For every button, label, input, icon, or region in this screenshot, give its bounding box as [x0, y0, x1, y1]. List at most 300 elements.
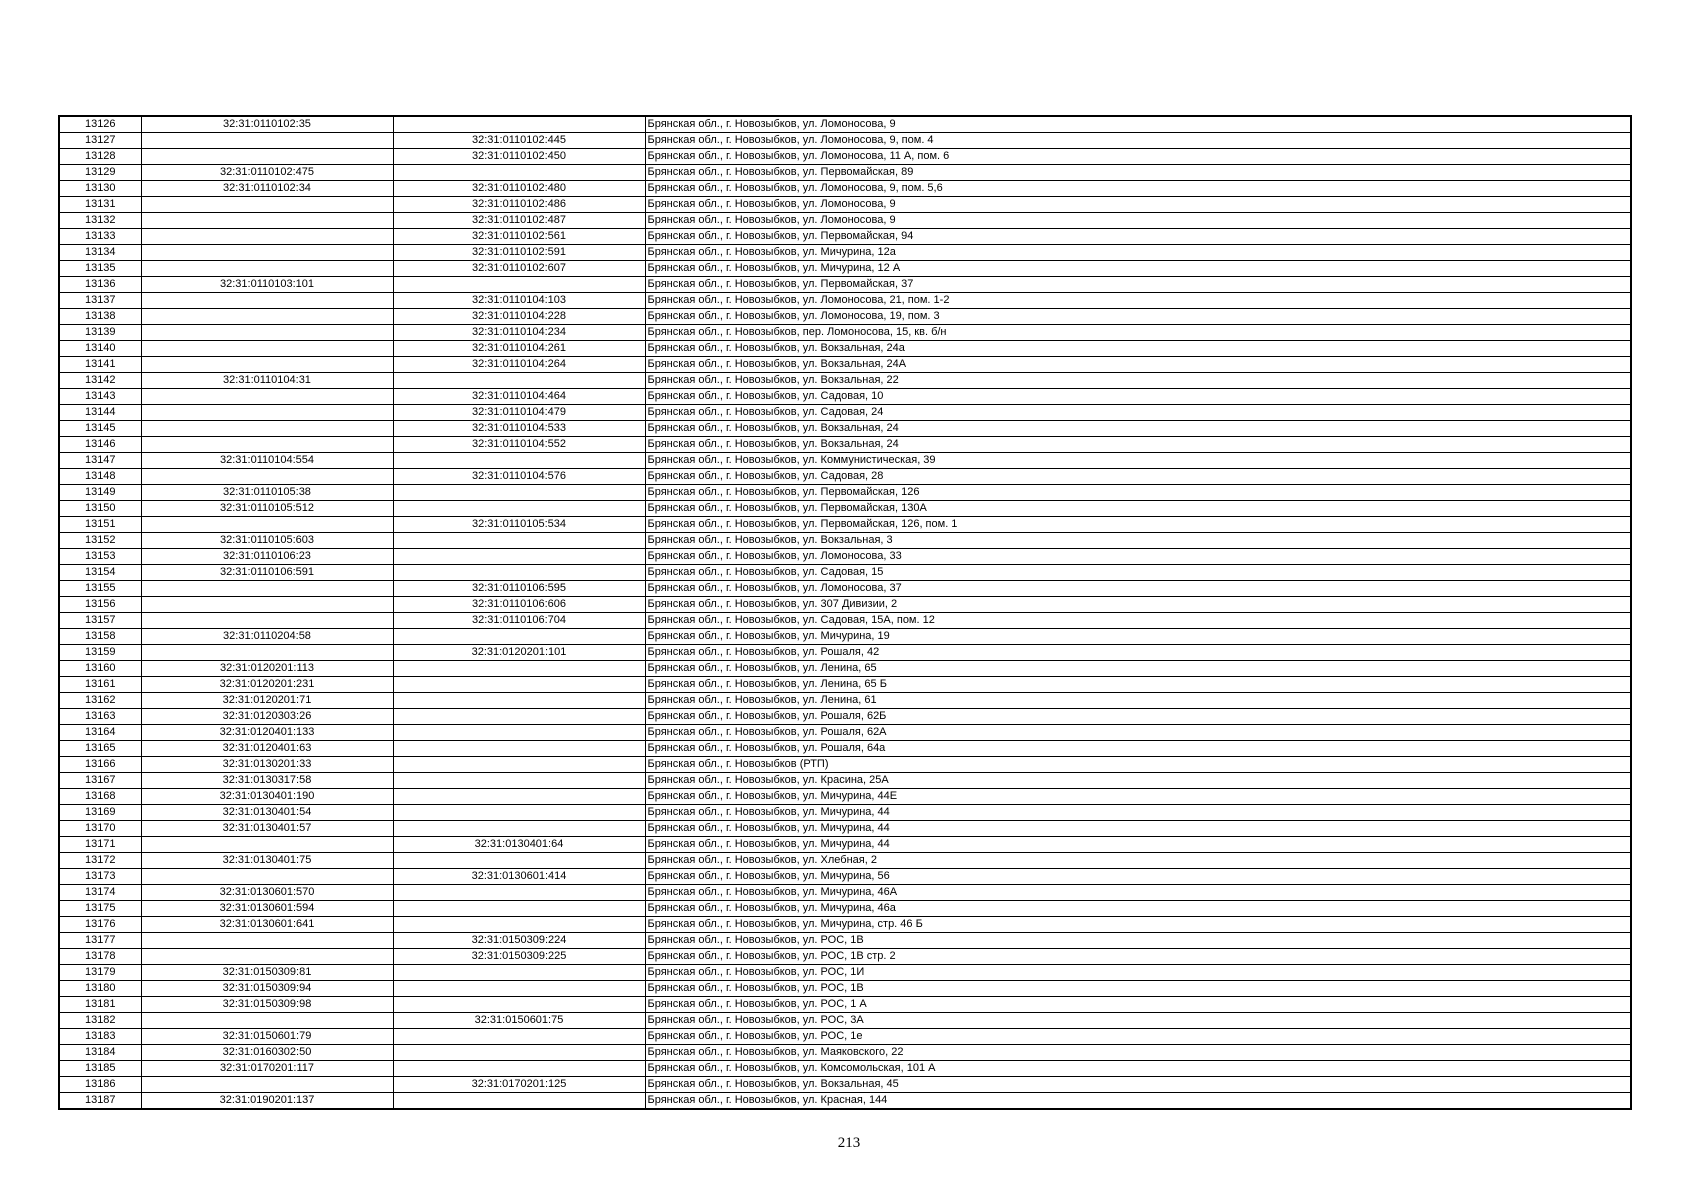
- table-row: [59, 917, 1631, 933]
- cadastral-number-cell: 32:31:0110103:101: [141, 277, 393, 293]
- row-number-cell: 13164: [59, 725, 141, 741]
- table-row: [59, 837, 1631, 853]
- address-cell: Брянская обл., г. Новозыбков, ул. Рошаля, 64а: [645, 741, 1631, 757]
- table-row: [59, 757, 1631, 773]
- address-cell: Брянская обл., г. Новозыбков, ул. Ломоносова, 9, пом. 4: [645, 133, 1631, 149]
- row-number-cell: 13137: [59, 293, 141, 309]
- table-row: [59, 469, 1631, 485]
- table-row: [59, 677, 1631, 693]
- cadastral-number-cell: [141, 933, 393, 949]
- row-number-cell: 13182: [59, 1013, 141, 1029]
- related-cadastral-number-cell: [393, 789, 645, 805]
- address-cell: Брянская обл., г. Новозыбков, ул. РОС, 1В: [645, 933, 1631, 949]
- address-cell: Брянская обл., г. Новозыбков, ул. Рошаля, 62Б: [645, 709, 1631, 725]
- address-cell: Брянская обл., г. Новозыбков, ул. Первомайская, 37: [645, 277, 1631, 293]
- row-number-cell: 13175: [59, 901, 141, 917]
- row-number-cell: 13184: [59, 1045, 141, 1061]
- address-cell: Брянская обл., г. Новозыбков, ул. РОС, 1В: [645, 981, 1631, 997]
- address-cell: Брянская обл., г. Новозыбков, ул. Мичурина, 19: [645, 629, 1631, 645]
- row-number-cell: 13172: [59, 853, 141, 869]
- related-cadastral-number-cell: [393, 917, 645, 933]
- cadastral-number-cell: [141, 325, 393, 341]
- cadastral-number-cell: [141, 405, 393, 421]
- cadastral-number-cell: 32:31:0120201:71: [141, 693, 393, 709]
- row-number-cell: 13180: [59, 981, 141, 997]
- cadastral-number-cell: 32:31:0110102:34: [141, 181, 393, 197]
- related-cadastral-number-cell: 32:31:0110102:445: [393, 133, 645, 149]
- row-number-cell: 13146: [59, 437, 141, 453]
- related-cadastral-number-cell: [393, 1045, 645, 1061]
- cadastral-number-cell: 32:31:0110105:603: [141, 533, 393, 549]
- related-cadastral-number-cell: [393, 277, 645, 293]
- table-row: [59, 116, 1631, 133]
- related-cadastral-number-cell: [393, 901, 645, 917]
- row-number-cell: 13181: [59, 997, 141, 1013]
- cadastral-number-cell: [141, 229, 393, 245]
- address-cell: Брянская обл., г. Новозыбков, ул. Ленина, 65: [645, 661, 1631, 677]
- row-number-cell: 13132: [59, 213, 141, 229]
- cadastral-number-cell: [141, 341, 393, 357]
- row-number-cell: 13136: [59, 277, 141, 293]
- related-cadastral-number-cell: 32:31:0110104:552: [393, 437, 645, 453]
- table-row: [59, 549, 1631, 565]
- row-number-cell: 13176: [59, 917, 141, 933]
- row-number-cell: 13178: [59, 949, 141, 965]
- table-row: [59, 1029, 1631, 1045]
- row-number-cell: 13133: [59, 229, 141, 245]
- cadastral-number-cell: 32:31:0120303:26: [141, 709, 393, 725]
- row-number-cell: 13187: [59, 1093, 141, 1110]
- cadastral-number-cell: 32:31:0130317:58: [141, 773, 393, 789]
- related-cadastral-number-cell: 32:31:0120201:101: [393, 645, 645, 661]
- address-cell: Брянская обл., г. Новозыбков, ул. Вокзальная, 24: [645, 421, 1631, 437]
- cadastral-number-cell: [141, 949, 393, 965]
- address-cell: Брянская обл., г. Новозыбков (РТП): [645, 757, 1631, 773]
- row-number-cell: 13134: [59, 245, 141, 261]
- cadastral-number-cell: 32:31:0130401:75: [141, 853, 393, 869]
- row-number-cell: 13153: [59, 549, 141, 565]
- table-row: [59, 213, 1631, 229]
- related-cadastral-number-cell: [393, 629, 645, 645]
- row-number-cell: 13183: [59, 1029, 141, 1045]
- cadastral-number-cell: [141, 245, 393, 261]
- table-row: [59, 229, 1631, 245]
- related-cadastral-number-cell: [393, 725, 645, 741]
- cadastral-number-cell: 32:31:0130601:570: [141, 885, 393, 901]
- row-number-cell: 13167: [59, 773, 141, 789]
- row-number-cell: 13163: [59, 709, 141, 725]
- address-cell: Брянская обл., г. Новозыбков, ул. Садовая, 28: [645, 469, 1631, 485]
- related-cadastral-number-cell: [393, 1029, 645, 1045]
- related-cadastral-number-cell: [393, 677, 645, 693]
- address-cell: Брянская обл., г. Новозыбков, ул. Мичурина, 44: [645, 821, 1631, 837]
- row-number-cell: 13177: [59, 933, 141, 949]
- address-cell: Брянская обл., г. Новозыбков, ул. Ломоносова, 37: [645, 581, 1631, 597]
- cadastral-number-cell: 32:31:0130601:594: [141, 901, 393, 917]
- table-row: [59, 645, 1631, 661]
- row-number-cell: 13155: [59, 581, 141, 597]
- cadastral-number-cell: [141, 309, 393, 325]
- table-row: [59, 853, 1631, 869]
- related-cadastral-number-cell: 32:31:0110105:534: [393, 517, 645, 533]
- table-row: [59, 597, 1631, 613]
- cadastral-number-cell: 32:31:0110102:35: [141, 116, 393, 133]
- cadastral-number-cell: 32:31:0150309:98: [141, 997, 393, 1013]
- cadastral-number-cell: [141, 357, 393, 373]
- address-cell: Брянская обл., г. Новозыбков, ул. Вокзальная, 24А: [645, 357, 1631, 373]
- related-cadastral-number-cell: [393, 709, 645, 725]
- related-cadastral-number-cell: 32:31:0130601:414: [393, 869, 645, 885]
- address-cell: Брянская обл., г. Новозыбков, ул. Первомайская, 126: [645, 485, 1631, 501]
- related-cadastral-number-cell: [393, 116, 645, 133]
- row-number-cell: 13129: [59, 165, 141, 181]
- related-cadastral-number-cell: [393, 533, 645, 549]
- related-cadastral-number-cell: 32:31:0110104:464: [393, 389, 645, 405]
- cadastral-number-cell: 32:31:0110106:591: [141, 565, 393, 581]
- address-cell: Брянская обл., г. Новозыбков, ул. Мичурина, 12а: [645, 245, 1631, 261]
- related-cadastral-number-cell: [393, 549, 645, 565]
- related-cadastral-number-cell: [393, 853, 645, 869]
- table-row: [59, 245, 1631, 261]
- table-row: [59, 725, 1631, 741]
- related-cadastral-number-cell: 32:31:0150601:75: [393, 1013, 645, 1029]
- table-row: [59, 373, 1631, 389]
- table-row: [59, 949, 1631, 965]
- related-cadastral-number-cell: [393, 501, 645, 517]
- row-number-cell: 13126: [59, 116, 141, 133]
- cadastral-number-cell: 32:31:0120201:231: [141, 677, 393, 693]
- table-row: [59, 309, 1631, 325]
- table-row: [59, 693, 1631, 709]
- cadastral-number-cell: [141, 469, 393, 485]
- row-number-cell: 13147: [59, 453, 141, 469]
- table-body: [59, 116, 1631, 1109]
- address-cell: Брянская обл., г. Новозыбков, ул. Мичурина, 46А: [645, 885, 1631, 901]
- cadastral-number-cell: [141, 421, 393, 437]
- related-cadastral-number-cell: 32:31:0150309:224: [393, 933, 645, 949]
- row-number-cell: 13144: [59, 405, 141, 421]
- table-row: [59, 421, 1631, 437]
- table-row: [59, 453, 1631, 469]
- row-number-cell: 13138: [59, 309, 141, 325]
- row-number-cell: 13179: [59, 965, 141, 981]
- row-number-cell: 13159: [59, 645, 141, 661]
- cadastral-number-cell: [141, 213, 393, 229]
- address-cell: Брянская обл., г. Новозыбков, ул. Вокзальная, 24: [645, 437, 1631, 453]
- table-row: [59, 901, 1631, 917]
- table-row: [59, 181, 1631, 197]
- address-cell: Брянская обл., г. Новозыбков, ул. Маяковского, 22: [645, 1045, 1631, 1061]
- related-cadastral-number-cell: [393, 821, 645, 837]
- row-number-cell: 13168: [59, 789, 141, 805]
- cadastral-number-cell: 32:31:0130401:190: [141, 789, 393, 805]
- table-row: [59, 821, 1631, 837]
- address-cell: Брянская обл., г. Новозыбков, ул. Ломоносова, 9, пом. 5,6: [645, 181, 1631, 197]
- address-cell: Брянская обл., г. Новозыбков, ул. Красная, 144: [645, 1093, 1631, 1110]
- address-cell: Брянская обл., г. Новозыбков, ул. РОС, 3А: [645, 1013, 1631, 1029]
- table-row: [59, 357, 1631, 373]
- related-cadastral-number-cell: 32:31:0110102:486: [393, 197, 645, 213]
- row-number-cell: 13154: [59, 565, 141, 581]
- address-cell: Брянская обл., г. Новозыбков, ул. РОС, 1В стр. 2: [645, 949, 1631, 965]
- table-row: [59, 277, 1631, 293]
- address-cell: Брянская обл., г. Новозыбков, ул. Ломоносова, 9: [645, 213, 1631, 229]
- cadastral-number-cell: 32:31:0120401:63: [141, 741, 393, 757]
- related-cadastral-number-cell: [393, 1061, 645, 1077]
- address-cell: Брянская обл., г. Новозыбков, ул. Ломоносова, 9: [645, 197, 1631, 213]
- row-number-cell: 13142: [59, 373, 141, 389]
- address-cell: Брянская обл., г. Новозыбков, ул. Садовая, 15: [645, 565, 1631, 581]
- table-row: [59, 165, 1631, 181]
- address-cell: Брянская обл., г. Новозыбков, ул. Ломоносова, 11 А, пом. 6: [645, 149, 1631, 165]
- address-cell: Брянская обл., г. Новозыбков, ул. Хлебная, 2: [645, 853, 1631, 869]
- address-cell: Брянская обл., г. Новозыбков, ул. Ломоносова, 21, пом. 1-2: [645, 293, 1631, 309]
- address-cell: Брянская обл., г. Новозыбков, ул. Рошаля, 62А: [645, 725, 1631, 741]
- related-cadastral-number-cell: 32:31:0110102:607: [393, 261, 645, 277]
- related-cadastral-number-cell: 32:31:0110104:264: [393, 357, 645, 373]
- cadastral-number-cell: [141, 1077, 393, 1093]
- cadastral-number-cell: 32:31:0190201:137: [141, 1093, 393, 1110]
- cadastral-number-cell: 32:31:0110102:475: [141, 165, 393, 181]
- row-number-cell: 13161: [59, 677, 141, 693]
- cadastral-number-cell: [141, 197, 393, 213]
- row-number-cell: 13169: [59, 805, 141, 821]
- cadastral-number-cell: 32:31:0110104:31: [141, 373, 393, 389]
- row-number-cell: 13186: [59, 1077, 141, 1093]
- row-number-cell: 13162: [59, 693, 141, 709]
- table-row: [59, 341, 1631, 357]
- cadastral-number-cell: [141, 581, 393, 597]
- related-cadastral-number-cell: [393, 805, 645, 821]
- cadastral-number-cell: [141, 869, 393, 885]
- address-cell: Брянская обл., г. Новозыбков, ул. Вокзальная, 22: [645, 373, 1631, 389]
- related-cadastral-number-cell: 32:31:0110104:261: [393, 341, 645, 357]
- table-row: [59, 885, 1631, 901]
- row-number-cell: 13130: [59, 181, 141, 197]
- table-row: [59, 565, 1631, 581]
- table-row: [59, 533, 1631, 549]
- property-register-table: [58, 115, 1632, 1110]
- row-number-cell: 13141: [59, 357, 141, 373]
- cadastral-number-cell: 32:31:0130401:57: [141, 821, 393, 837]
- related-cadastral-number-cell: [393, 661, 645, 677]
- related-cadastral-number-cell: 32:31:0110106:595: [393, 581, 645, 597]
- table-row: [59, 133, 1631, 149]
- address-cell: Брянская обл., г. Новозыбков, ул. Ленина, 61: [645, 693, 1631, 709]
- related-cadastral-number-cell: [393, 773, 645, 789]
- cadastral-number-cell: [141, 437, 393, 453]
- table-row: [59, 501, 1631, 517]
- cadastral-number-cell: 32:31:0120201:113: [141, 661, 393, 677]
- address-cell: Брянская обл., г. Новозыбков, ул. Мичурина, стр. 46 Б: [645, 917, 1631, 933]
- table-row: [59, 325, 1631, 341]
- cadastral-number-cell: 32:31:0110106:23: [141, 549, 393, 565]
- row-number-cell: 13127: [59, 133, 141, 149]
- cadastral-number-cell: 32:31:0130601:641: [141, 917, 393, 933]
- row-number-cell: 13158: [59, 629, 141, 645]
- cadastral-number-cell: 32:31:0130401:54: [141, 805, 393, 821]
- cadastral-number-cell: 32:31:0110105:512: [141, 501, 393, 517]
- table-row: [59, 661, 1631, 677]
- row-number-cell: 13140: [59, 341, 141, 357]
- related-cadastral-number-cell: 32:31:0110102:561: [393, 229, 645, 245]
- row-number-cell: 13143: [59, 389, 141, 405]
- row-number-cell: 13157: [59, 613, 141, 629]
- table-row: [59, 1077, 1631, 1093]
- table-row: [59, 965, 1631, 981]
- table-row: [59, 405, 1631, 421]
- address-cell: Брянская обл., г. Новозыбков, ул. Ломоносова, 9: [645, 116, 1631, 133]
- address-cell: Брянская обл., г. Новозыбков, ул. Первомайская, 126, пом. 1: [645, 517, 1631, 533]
- address-cell: Брянская обл., г. Новозыбков, ул. Коммунистическая, 39: [645, 453, 1631, 469]
- related-cadastral-number-cell: 32:31:0110106:704: [393, 613, 645, 629]
- address-cell: Брянская обл., г. Новозыбков, ул. РОС, 1е: [645, 1029, 1631, 1045]
- table-row: [59, 805, 1631, 821]
- table-row: [59, 773, 1631, 789]
- cadastral-number-cell: [141, 261, 393, 277]
- table-row: [59, 1093, 1631, 1110]
- row-number-cell: 13165: [59, 741, 141, 757]
- address-cell: Брянская обл., г. Новозыбков, ул. РОС, 1И: [645, 965, 1631, 981]
- related-cadastral-number-cell: [393, 693, 645, 709]
- cadastral-number-cell: [141, 837, 393, 853]
- related-cadastral-number-cell: 32:31:0110104:479: [393, 405, 645, 421]
- cadastral-number-cell: 32:31:0150309:81: [141, 965, 393, 981]
- cadastral-number-cell: [141, 149, 393, 165]
- cadastral-number-cell: [141, 389, 393, 405]
- row-number-cell: 13174: [59, 885, 141, 901]
- cadastral-number-cell: [141, 613, 393, 629]
- address-cell: Брянская обл., г. Новозыбков, ул. Первомайская, 130А: [645, 501, 1631, 517]
- row-number-cell: 13166: [59, 757, 141, 773]
- address-cell: Брянская обл., г. Новозыбков, ул. Мичурина, 12 А: [645, 261, 1631, 277]
- cadastral-number-cell: 32:31:0120401:133: [141, 725, 393, 741]
- cadastral-number-cell: [141, 293, 393, 309]
- cadastral-number-cell: 32:31:0170201:117: [141, 1061, 393, 1077]
- table-row: [59, 629, 1631, 645]
- cadastral-number-cell: [141, 645, 393, 661]
- table-row: [59, 261, 1631, 277]
- address-cell: Брянская обл., г. Новозыбков, ул. Ленина, 65 Б: [645, 677, 1631, 693]
- table-row: [59, 437, 1631, 453]
- related-cadastral-number-cell: 32:31:0110104:228: [393, 309, 645, 325]
- table-row: [59, 789, 1631, 805]
- related-cadastral-number-cell: 32:31:0110102:487: [393, 213, 645, 229]
- related-cadastral-number-cell: 32:31:0130401:64: [393, 837, 645, 853]
- address-cell: Брянская обл., г. Новозыбков, ул. Садовая, 24: [645, 405, 1631, 421]
- related-cadastral-number-cell: [393, 741, 645, 757]
- address-cell: Брянская обл., г. Новозыбков, ул. Вокзальная, 24а: [645, 341, 1631, 357]
- table-row: [59, 581, 1631, 597]
- related-cadastral-number-cell: [393, 965, 645, 981]
- related-cadastral-number-cell: 32:31:0110102:480: [393, 181, 645, 197]
- related-cadastral-number-cell: [393, 165, 645, 181]
- row-number-cell: 13151: [59, 517, 141, 533]
- table-row: [59, 485, 1631, 501]
- table-row: [59, 293, 1631, 309]
- cadastral-number-cell: [141, 517, 393, 533]
- row-number-cell: 13128: [59, 149, 141, 165]
- address-cell: Брянская обл., г. Новозыбков, ул. Красина, 25А: [645, 773, 1631, 789]
- cadastral-number-cell: 32:31:0130201:33: [141, 757, 393, 773]
- row-number-cell: 13148: [59, 469, 141, 485]
- table-row: [59, 869, 1631, 885]
- row-number-cell: 13150: [59, 501, 141, 517]
- table-row: [59, 741, 1631, 757]
- cadastral-number-cell: 32:31:0150309:94: [141, 981, 393, 997]
- table-row: [59, 981, 1631, 997]
- related-cadastral-number-cell: 32:31:0150309:225: [393, 949, 645, 965]
- address-cell: Брянская обл., г. Новозыбков, ул. Ломоносова, 33: [645, 549, 1631, 565]
- cadastral-number-cell: [141, 133, 393, 149]
- related-cadastral-number-cell: [393, 1093, 645, 1110]
- related-cadastral-number-cell: 32:31:0110102:450: [393, 149, 645, 165]
- address-cell: Брянская обл., г. Новозыбков, ул. Мичурина, 46а: [645, 901, 1631, 917]
- cadastral-number-cell: 32:31:0110104:554: [141, 453, 393, 469]
- related-cadastral-number-cell: [393, 565, 645, 581]
- table-row: [59, 389, 1631, 405]
- address-cell: Брянская обл., г. Новозыбков, ул. Вокзальная, 3: [645, 533, 1631, 549]
- row-number-cell: 13139: [59, 325, 141, 341]
- related-cadastral-number-cell: [393, 453, 645, 469]
- cadastral-number-cell: [141, 1013, 393, 1029]
- row-number-cell: 13131: [59, 197, 141, 213]
- address-cell: Брянская обл., г. Новозыбков, ул. Садовая, 10: [645, 389, 1631, 405]
- related-cadastral-number-cell: 32:31:0110104:234: [393, 325, 645, 341]
- table-row: [59, 197, 1631, 213]
- cadastral-number-cell: 32:31:0110204:58: [141, 629, 393, 645]
- row-number-cell: 13173: [59, 869, 141, 885]
- cadastral-number-cell: [141, 597, 393, 613]
- address-cell: Брянская обл., г. Новозыбков, ул. Мичурина, 56: [645, 869, 1631, 885]
- row-number-cell: 13160: [59, 661, 141, 677]
- cadastral-number-cell: 32:31:0160302:50: [141, 1045, 393, 1061]
- address-cell: Брянская обл., г. Новозыбков, ул. Рошаля, 42: [645, 645, 1631, 661]
- row-number-cell: 13170: [59, 821, 141, 837]
- related-cadastral-number-cell: [393, 757, 645, 773]
- related-cadastral-number-cell: [393, 373, 645, 389]
- related-cadastral-number-cell: 32:31:0110102:591: [393, 245, 645, 261]
- cadastral-number-cell: 32:31:0110105:38: [141, 485, 393, 501]
- table-row: [59, 613, 1631, 629]
- related-cadastral-number-cell: [393, 485, 645, 501]
- related-cadastral-number-cell: 32:31:0110104:576: [393, 469, 645, 485]
- related-cadastral-number-cell: 32:31:0110104:103: [393, 293, 645, 309]
- address-cell: Брянская обл., г. Новозыбков, ул. Мичурина, 44Е: [645, 789, 1631, 805]
- related-cadastral-number-cell: [393, 981, 645, 997]
- table-row: [59, 1013, 1631, 1029]
- table-row: [59, 709, 1631, 725]
- table-row: [59, 1045, 1631, 1061]
- address-cell: Брянская обл., г. Новозыбков, пер. Ломоносова, 15, кв. б/н: [645, 325, 1631, 341]
- row-number-cell: 13145: [59, 421, 141, 437]
- row-number-cell: 13152: [59, 533, 141, 549]
- related-cadastral-number-cell: [393, 885, 645, 901]
- cadastral-number-cell: 32:31:0150601:79: [141, 1029, 393, 1045]
- related-cadastral-number-cell: 32:31:0110106:606: [393, 597, 645, 613]
- row-number-cell: 13185: [59, 1061, 141, 1077]
- row-number-cell: 13156: [59, 597, 141, 613]
- row-number-cell: 13149: [59, 485, 141, 501]
- address-cell: Брянская обл., г. Новозыбков, ул. 307 Дивизии, 2: [645, 597, 1631, 613]
- address-cell: Брянская обл., г. Новозыбков, ул. Первомайская, 94: [645, 229, 1631, 245]
- address-cell: Брянская обл., г. Новозыбков, ул. Ломоносова, 19, пом. 3: [645, 309, 1631, 325]
- address-cell: Брянская обл., г. Новозыбков, ул. Мичурина, 44: [645, 837, 1631, 853]
- table-row: [59, 933, 1631, 949]
- table-row: [59, 1061, 1631, 1077]
- table-row: [59, 517, 1631, 533]
- table-row: [59, 997, 1631, 1013]
